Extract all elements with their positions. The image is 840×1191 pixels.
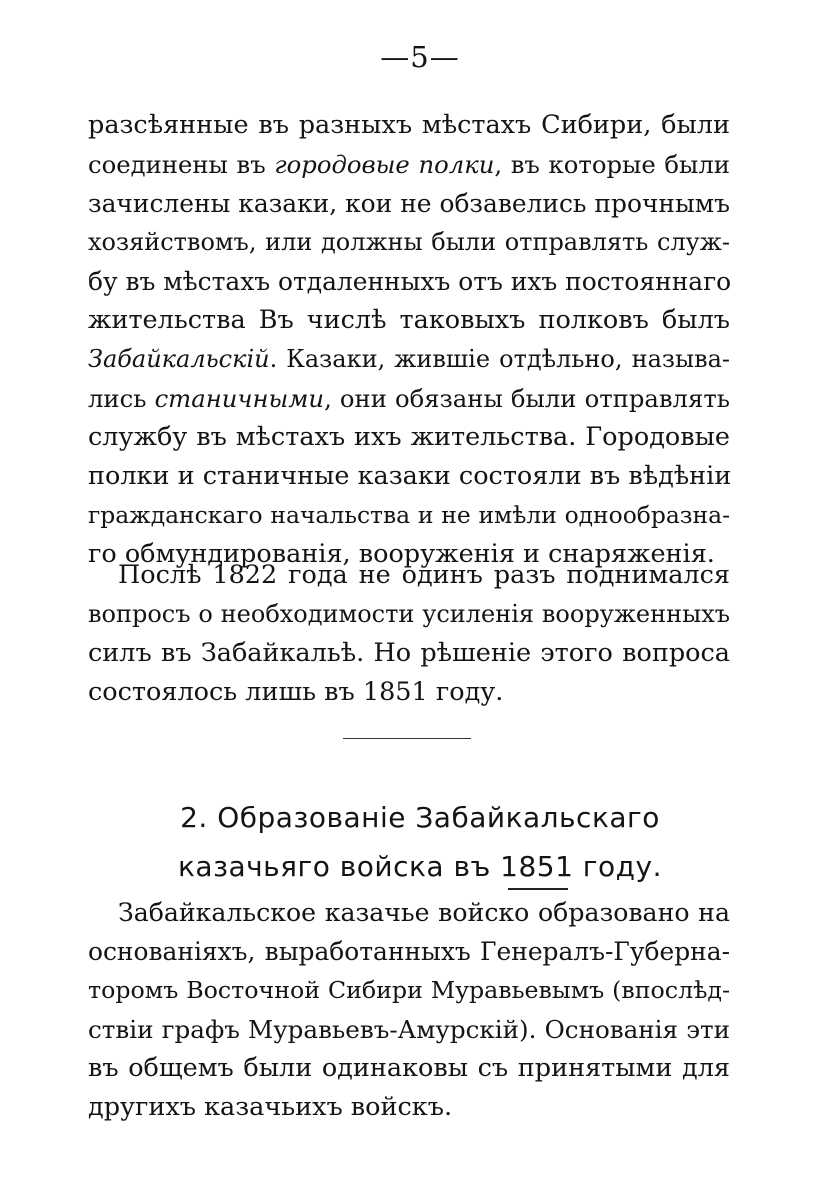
text-line: бу въ мѣстахъ отдаленныхъ отъ ихъ постояннаго: [88, 267, 732, 296]
text-line: службу въ мѣстахъ ихъ жительства. Городовые: [88, 422, 730, 452]
text-line: го обмундированія, вооруженія и снаряженія.: [88, 539, 715, 569]
italic-term: городовые полки: [274, 150, 495, 179]
text-line: состоялось лишь въ 1851 году.: [88, 677, 504, 707]
text-line: разсѣянные въ разныхъ мѣстахъ Сибири, были: [88, 110, 730, 140]
text-line: въ общемъ были одинаковы съ принятыми для: [88, 1053, 730, 1083]
text-line: хозяйствомъ, или должны были отправлять служ-: [88, 228, 730, 256]
page-number: —5—: [380, 40, 460, 74]
text-line: Забайкальское казачье войско образовано на: [118, 898, 730, 927]
text-line: другихъ казачьихъ войскъ.: [88, 1092, 453, 1122]
text-run: соединены въ: [88, 150, 275, 179]
text-line: гражданскаго начальства и не имѣли однообразна-: [88, 501, 730, 529]
text-line: основаніяхъ, выработанныхъ Генералъ-Губерна-: [88, 937, 730, 966]
text-line: торомъ Восточной Сибири Муравьевымъ (впослѣд-: [88, 976, 730, 1004]
text-line: силъ въ Забайкальѣ. Но рѣшеніе этого вопроса: [88, 638, 730, 668]
italic-term: Забайкальскій: [88, 345, 270, 373]
text-run: , въ которые были: [494, 150, 730, 179]
text-line: полки и станичные казаки состояли въ вѣдѣніи: [88, 461, 732, 491]
paragraph-1: [88, 106, 730, 574]
section-heading-line-1: 2. Образованіе Забайкальскаго: [180, 801, 660, 834]
section-heading-line-2: казачьяго войска въ 1851 году.: [178, 850, 662, 883]
text-run: , они обязаны были отправлять: [324, 384, 730, 413]
text-line: [88, 145, 730, 184]
text-line: [88, 340, 730, 379]
text-line: Послѣ 1822 года не одинъ разъ поднимался: [118, 560, 730, 590]
section-separator: [343, 738, 471, 739]
text-line: вопросъ о необходимости усиленія вооруженныхъ: [88, 600, 730, 628]
paragraph-2: [88, 556, 730, 712]
heading-ornament: [508, 888, 568, 890]
text-run: . Казаки, жившіе отдѣльно, называ-: [269, 345, 730, 373]
text-run: лись: [88, 384, 155, 413]
text-line: [88, 379, 730, 418]
italic-term: станичными: [154, 384, 325, 413]
text-line: ствіи графъ Муравьевъ-Амурскій). Основанія эти: [88, 1015, 730, 1044]
paragraph-3: [88, 893, 730, 1127]
text-line: зачислены казаки, кои не обзавелись прочнымъ: [88, 189, 730, 218]
text-line: жительства Въ числѣ таковыхъ полковъ былъ: [88, 305, 730, 335]
